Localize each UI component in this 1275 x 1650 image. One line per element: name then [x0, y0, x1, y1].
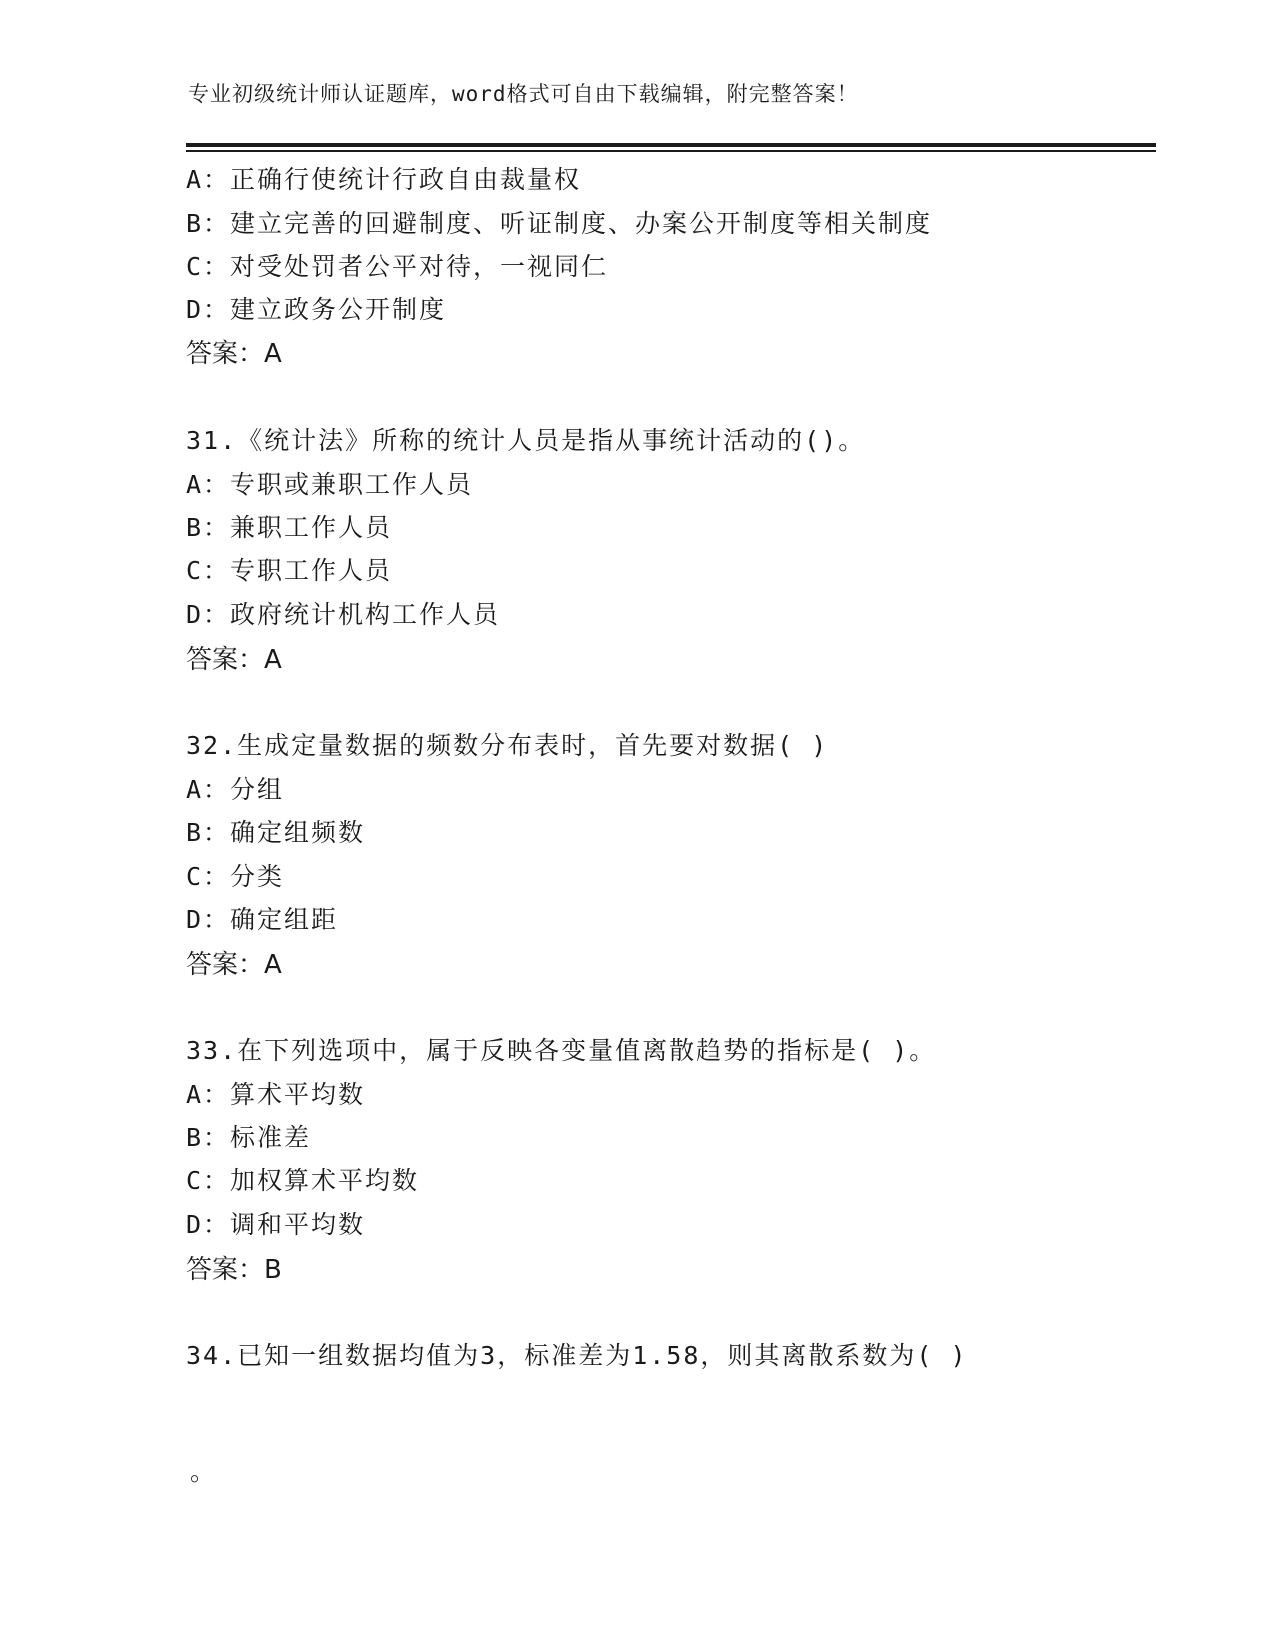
option-line: B：标准差	[186, 1123, 312, 1152]
option-line: D：建立政务公开制度	[186, 295, 447, 324]
option-line: A：算术平均数	[186, 1080, 366, 1109]
option-line: B：建立完善的回避制度、听证制度、办案公开制度等相关制度	[186, 209, 933, 238]
header-rule-thin	[186, 150, 1156, 152]
answer-line: 答案：A	[186, 645, 282, 675]
option-line: B：兼职工作人员	[186, 513, 393, 542]
option-line: C：专职工作人员	[186, 556, 393, 585]
question-text: 32.生成定量数据的频数分布表时，首先要对数据( )	[186, 731, 829, 760]
option-line: A：分组	[186, 775, 285, 804]
option-line: D：政府统计机构工作人员	[186, 600, 501, 629]
option-line: C：分类	[186, 862, 285, 891]
option-line: D：调和平均数	[186, 1210, 366, 1239]
answer-line: 答案：B	[186, 1255, 282, 1285]
header-rule-thick	[186, 143, 1156, 147]
option-line: D：确定组距	[186, 905, 339, 934]
answer-line: 答案：A	[186, 339, 282, 369]
question-text: 34.已知一组数据均值为3，标准差为1.58，则其离散系数为( )	[186, 1341, 968, 1370]
option-line: A：正确行使统计行政自由裁量权	[186, 165, 582, 194]
question-text: 33.在下列选项中，属于反映各变量值离散趋势的指标是( )。	[186, 1036, 937, 1065]
answer-line: 答案：A	[186, 950, 282, 980]
option-line: C：对受处罚者公平对待，一视同仁	[186, 252, 609, 281]
option-line: C：加权算术平均数	[186, 1166, 420, 1195]
option-line: A：专职或兼职工作人员	[186, 470, 474, 499]
trailing-punctuation: 。	[190, 1457, 216, 1486]
option-line: B：确定组频数	[186, 818, 366, 847]
page-header: 专业初级统计师认证题库，word格式可自由下载编辑，附完整答案！	[188, 82, 859, 106]
question-text: 31.《统计法》所称的统计人员是指从事统计活动的()。	[186, 426, 866, 455]
